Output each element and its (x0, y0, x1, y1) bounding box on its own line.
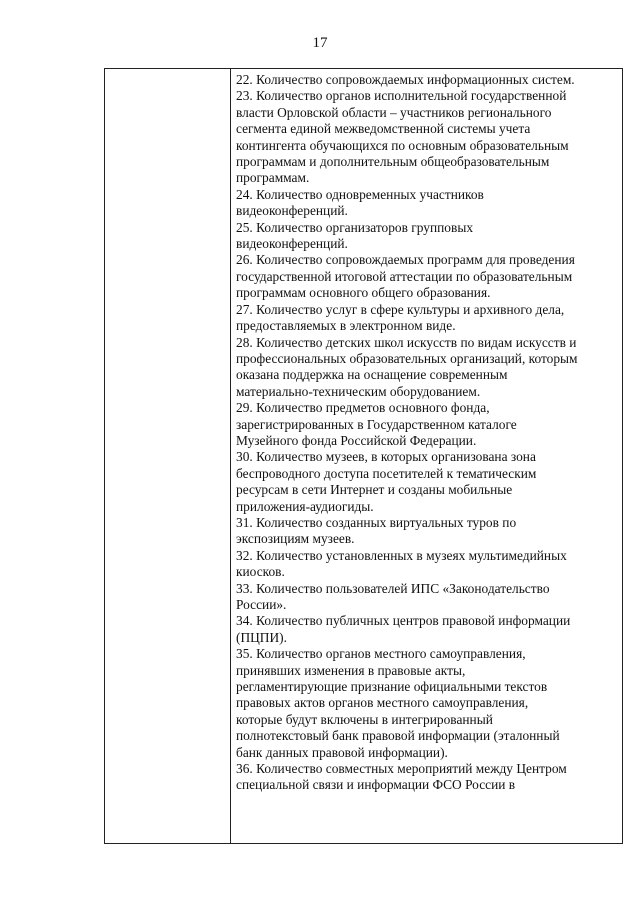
list-item-32: 32. Количество установленных в музеях мультимедийных киосков. (236, 547, 567, 580)
list-item-27: 27. Количество услуг в сфере культуры и архивного дела, предоставляемых в электронном виде. (236, 301, 565, 334)
page-number: 17 (312, 35, 328, 51)
list-item-35: 35. Количество органов местного самоуправления, принявших изменения в правовые акты, регламентирующие признание официальными текстов правовых актов органов местного самоуправления, которые будут включены в интегрированный полнотекстовый банк правовой информации (эталонный банк данных правовой информации). (236, 646, 560, 760)
list-item-30: 30. Количество музеев, в которых организована зона беспроводного доступа посетителей к тематическим ресурсам в сети Интернет и созданы мобильные приложения-аудиогиды. (236, 449, 537, 514)
list-item-31: 31. Количество созданных виртуальных туров по экспозициям музеев. (236, 514, 517, 547)
list-item-23: 23. Количество органов исполнительной государственной власти Орловской области – участников регионального сегмента единой межведомственной системы учета контингента обучающихся по основным образовательным программам и дополнительным общеобразовательным программам. (236, 88, 569, 186)
list-item-28: 28. Количество детских школ искусств по видам искусств и профессиональных образовательных организаций, которым оказана поддержка на оснащение современным материально-техническим оборудованием. (236, 334, 578, 399)
list-item-26: 26. Количество сопровождаемых программ для проведения государственной итоговой аттестации по образовательным программам основного общего образования. (236, 252, 575, 301)
indicators-list (236, 72, 622, 794)
list-item-24: 24. Количество одновременных участников видеоконференций. (236, 186, 484, 219)
list-item-29: 29. Количество предметов основного фонда, зарегистрированных в Государственном каталоге Музейного фонда Российской Федерации. (236, 400, 517, 448)
list-item-36: 36. Количество совместных мероприятий между Центром специальной связи и информации ФСО России в (236, 761, 567, 793)
list-item-33: 33. Количество пользователей ИПС «Законодательство России». (236, 580, 550, 612)
left-column-empty-cell (105, 69, 231, 843)
list-item-22: 22. Количество сопровождаемых информационных систем. (236, 72, 575, 87)
indicators-table (104, 68, 623, 844)
list-item-25: 25. Количество организаторов групповых видеоконференций. (236, 219, 474, 252)
list-item-34: 34. Количество публичных центров правовой информации (ПЦПИ). (236, 613, 571, 645)
